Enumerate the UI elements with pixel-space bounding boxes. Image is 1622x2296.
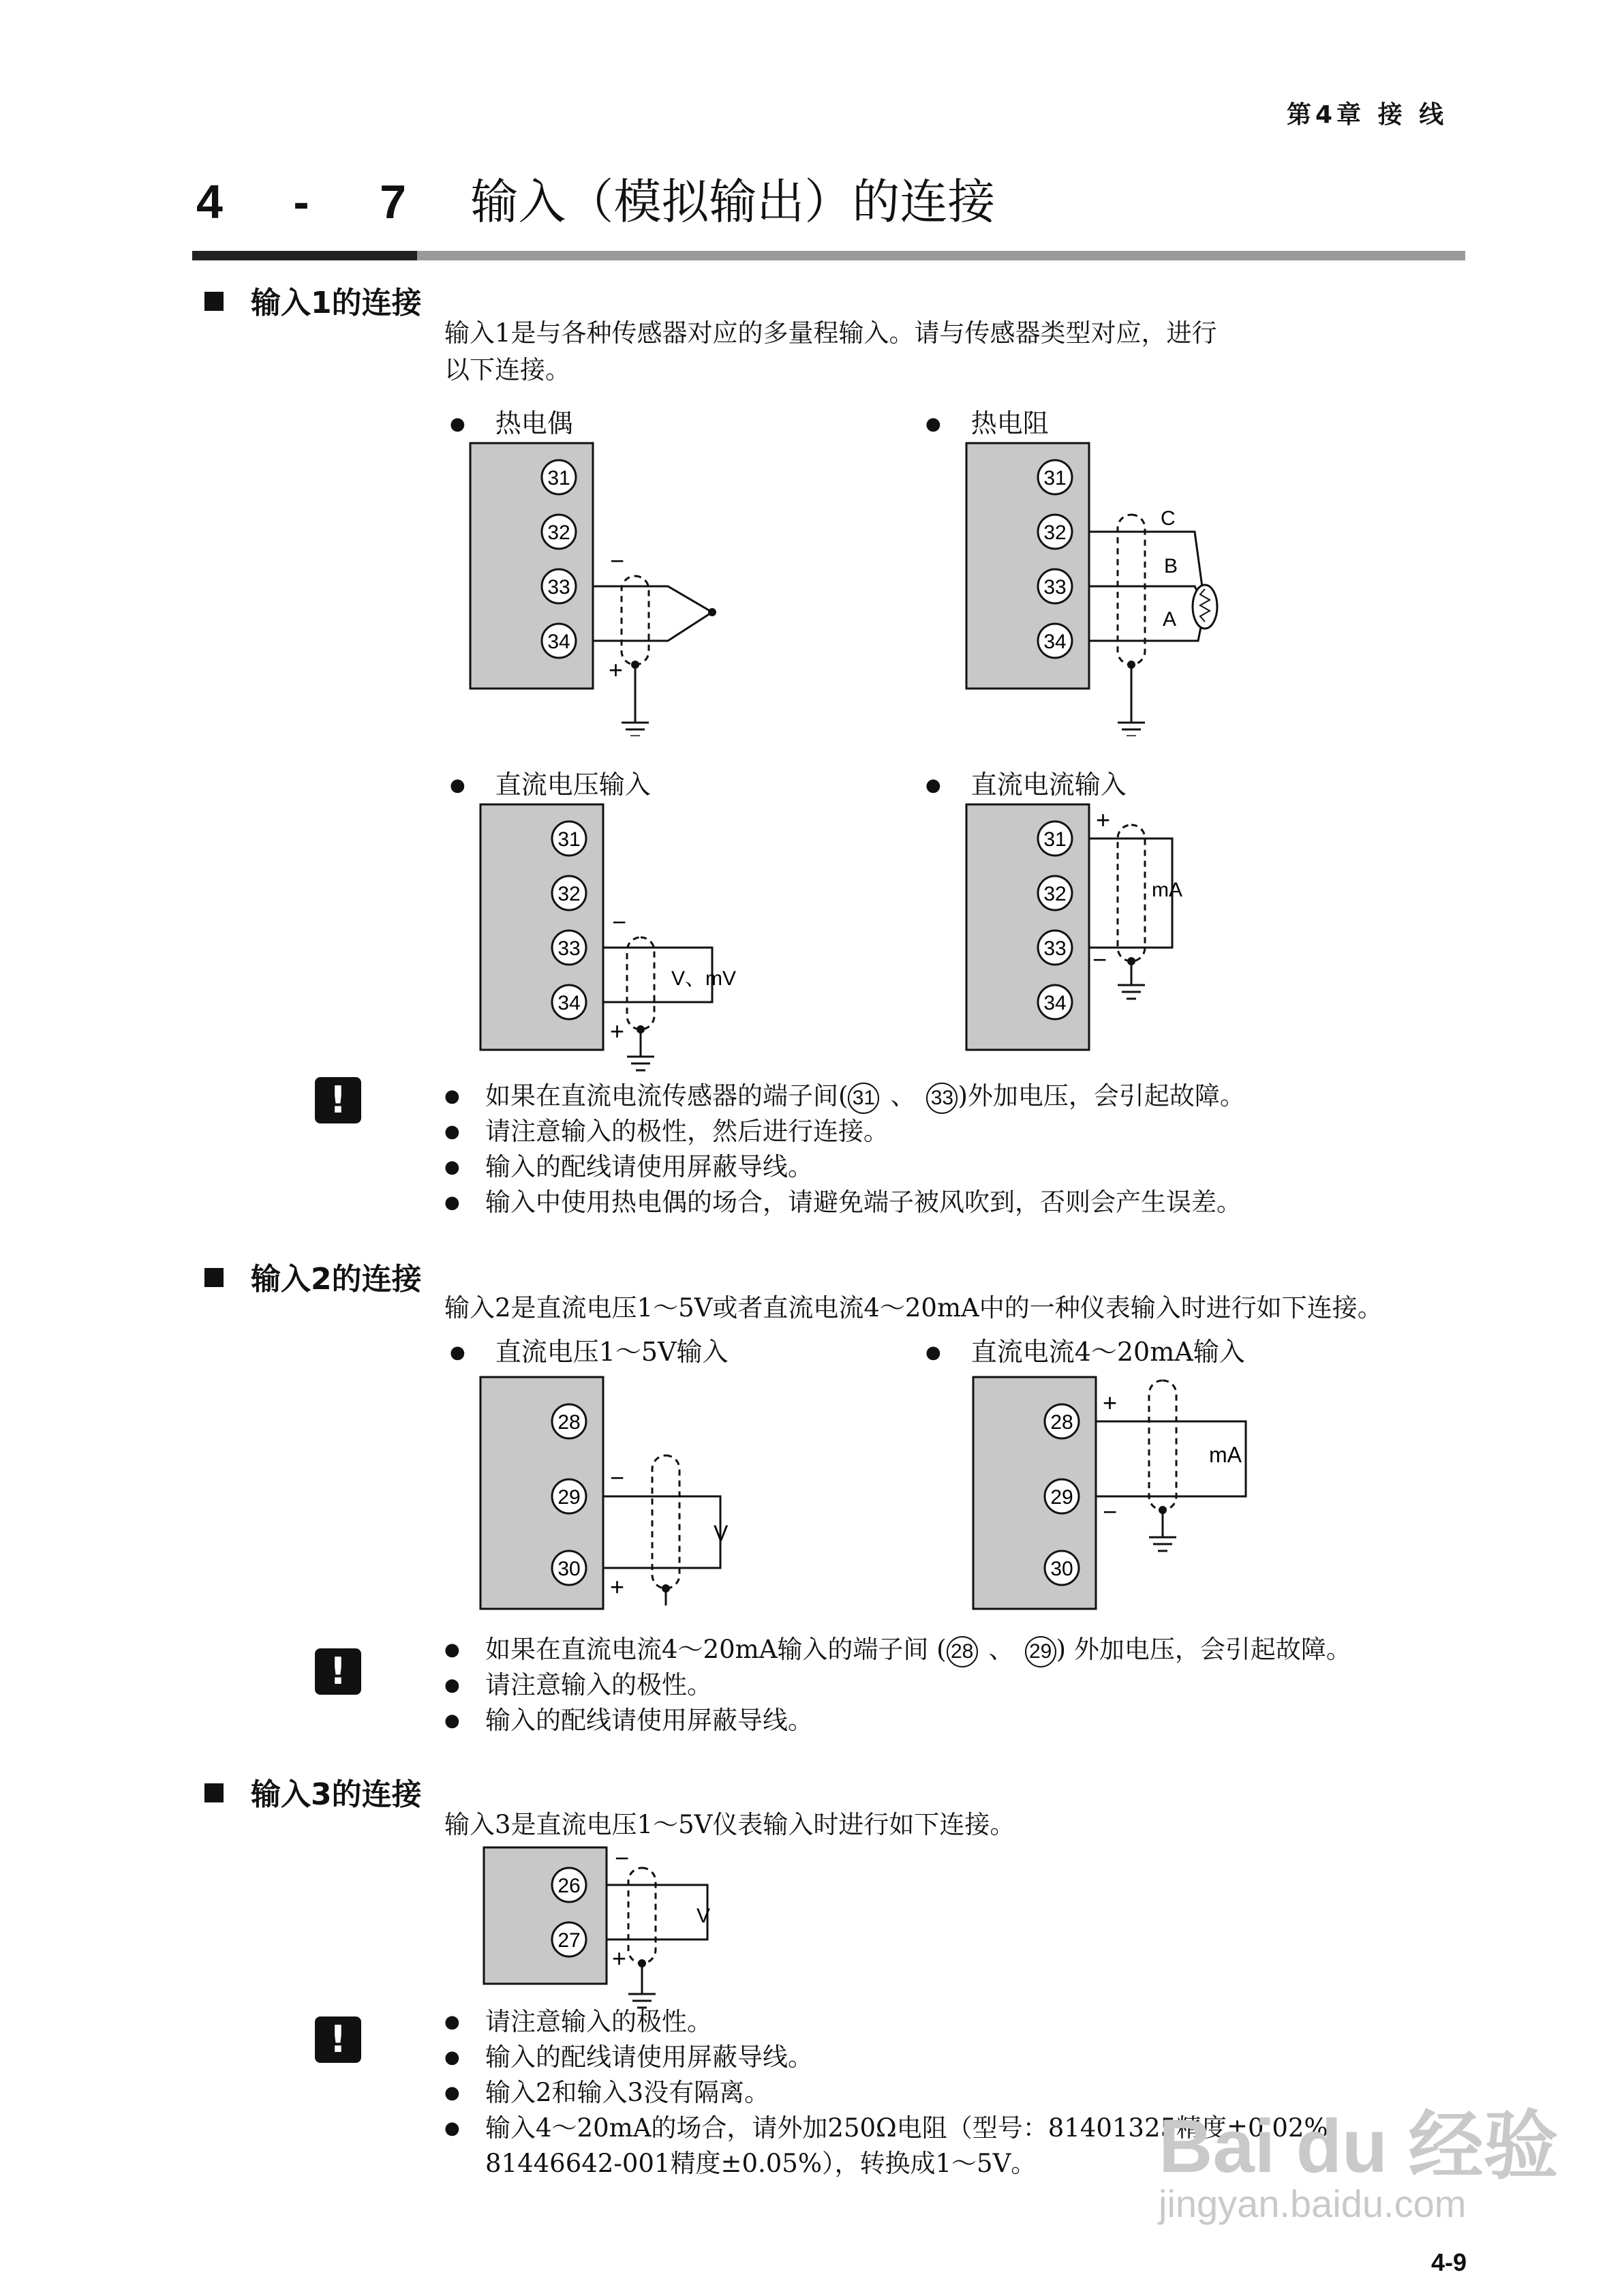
section1-note-3: ● 输入的配线请使用屏蔽导线。 (444, 1149, 1245, 1185)
section2-note-3: ● 输入的配线请使用屏蔽导线。 (444, 1703, 1351, 1738)
svg-text:+: + (612, 1944, 627, 1972)
svg-text:33: 33 (1043, 937, 1067, 960)
section3-intro: 输入3是直流电压1～5V仪表输入时进行如下连接。 (444, 1810, 1015, 1839)
thermocouple-label: ● 热电偶 (450, 402, 573, 440)
svg-text:28: 28 (557, 1411, 581, 1434)
section1-notes (444, 1078, 1245, 1220)
svg-text:31: 31 (1043, 467, 1067, 489)
svg-text:34: 34 (1043, 992, 1067, 1014)
rtd-label: ● 热电阻 (925, 402, 1049, 440)
voltage-1-5v-label: ● 直流电压1～5V输入 (450, 1331, 728, 1368)
svg-text:−: − (612, 908, 627, 936)
section1-intro: 输入1是与各种传感器对应的多量程输入。请与传感器类型对应，进行 以下连接。 (444, 318, 1217, 384)
svg-text:mA: mA (1152, 879, 1182, 901)
svg-text:−: − (610, 1464, 625, 1492)
svg-text:A: A (1163, 608, 1177, 631)
svg-text:−: − (1103, 1498, 1118, 1526)
section3-note-4: ● 输入4～20mA的场合，请外加250Ω电阻（型号：81401325精度±0.02%、 81446642-001精度±0.05%），转换成1～5V。 (444, 2111, 1353, 2181)
svg-text:V: V (714, 1521, 729, 1545)
section1-note-1: ● 如果在直流电流传感器的端子间( 31 、 33 )外加电压，会引起故障。 (444, 1078, 1245, 1114)
svg-text:29: 29 (1050, 1486, 1073, 1509)
section1-note-4: ● 输入中使用热电偶的场合，请避免端子被风吹到，否则会产生误差。 (444, 1185, 1245, 1220)
svg-text:32: 32 (557, 883, 581, 905)
svg-text:26: 26 (557, 1875, 581, 1897)
page-number: 4-9 (1431, 2248, 1467, 2276)
svg-text:V: V (697, 1905, 711, 1927)
section3-note-1: ● 请注意输入的极性。 (444, 2004, 1353, 2040)
svg-text:34: 34 (1043, 631, 1067, 653)
svg-text:29: 29 (557, 1486, 581, 1509)
svg-text:−: − (1092, 946, 1107, 973)
svg-text:31: 31 (1043, 828, 1067, 851)
svg-text:31: 31 (557, 828, 581, 851)
input2-voltage-diagram (474, 1370, 760, 1616)
svg-text:32: 32 (547, 522, 570, 544)
input2-current-diagram (966, 1370, 1253, 1616)
section3-note-3: ● 输入2和输入3没有隔离。 (444, 2075, 1353, 2111)
svg-text:+: + (610, 1573, 625, 1601)
chapter-header: 第4章 接 线 (1287, 101, 1448, 129)
section-title: 输入（模拟输出）的连接 (470, 174, 996, 230)
section2-heading: 输入2的连接 (204, 1254, 422, 1298)
warning-icon: ! (315, 1648, 361, 1695)
svg-text:−: − (615, 1844, 630, 1872)
svg-text:mA: mA (1209, 1442, 1242, 1467)
svg-text:32: 32 (1043, 522, 1067, 544)
dc-current-diagram (960, 801, 1246, 1074)
watermark-logo: Bai du 经验 (1159, 2104, 1559, 2188)
svg-text:32: 32 (1043, 883, 1067, 905)
svg-text:−: − (610, 547, 625, 575)
section-number: 4 - 7 (196, 175, 435, 228)
rtd-diagram (960, 436, 1246, 736)
thermocouple-diagram (463, 436, 750, 736)
svg-text:+: + (610, 1017, 625, 1045)
dc-current-label: ● 直流电流输入 (925, 764, 1127, 801)
svg-text:33: 33 (557, 937, 581, 960)
svg-text:31: 31 (547, 467, 570, 489)
section2-note-1: ● 如果在直流电流4～20mA输入的端子间 ( 28 、 29 ) 外加电压，会引起故障。 (444, 1632, 1351, 1667)
warning-icon: ! (315, 2016, 361, 2063)
svg-text:30: 30 (1050, 1558, 1073, 1580)
svg-text:34: 34 (557, 992, 581, 1014)
dc-voltage-diagram (474, 801, 760, 1074)
svg-text:33: 33 (547, 576, 570, 599)
section3-note-2: ● 输入的配线请使用屏蔽导线。 (444, 2040, 1353, 2075)
svg-text:+: + (609, 656, 624, 684)
section3-heading: 输入3的连接 (204, 1770, 422, 1813)
section1-heading: 输入1的连接 (204, 278, 422, 322)
svg-text:27: 27 (557, 1929, 581, 1952)
current-4-20ma-label: ● 直流电流4～20mA输入 (925, 1331, 1245, 1368)
svg-text:C: C (1161, 507, 1176, 530)
section1-note-2: ● 请注意输入的极性，然后进行连接。 (444, 1114, 1245, 1149)
section2-notes (444, 1632, 1351, 1738)
svg-text:30: 30 (557, 1558, 581, 1580)
section2-intro: 输入2是直流电压1～5V或者直流电流4～20mA中的一种仪表输入时进行如下连接。 (444, 1293, 1383, 1323)
input3-voltage-diagram (477, 1841, 736, 2018)
svg-text:28: 28 (1050, 1411, 1073, 1434)
svg-text:V、mV: V、mV (671, 967, 737, 990)
watermark-url: jingyan.baidu.com (1159, 2182, 1467, 2225)
warning-icon: ! (315, 1077, 361, 1123)
section2-note-2: ● 请注意输入的极性。 (444, 1667, 1351, 1703)
title-rule (192, 251, 1465, 260)
svg-text:+: + (1103, 1389, 1118, 1417)
page-title (196, 164, 995, 232)
svg-text:33: 33 (1043, 576, 1067, 599)
dc-voltage-label: ● 直流电压输入 (450, 764, 651, 801)
svg-text:+: + (1096, 806, 1111, 834)
svg-text:B: B (1164, 555, 1178, 577)
svg-text:34: 34 (547, 631, 570, 653)
